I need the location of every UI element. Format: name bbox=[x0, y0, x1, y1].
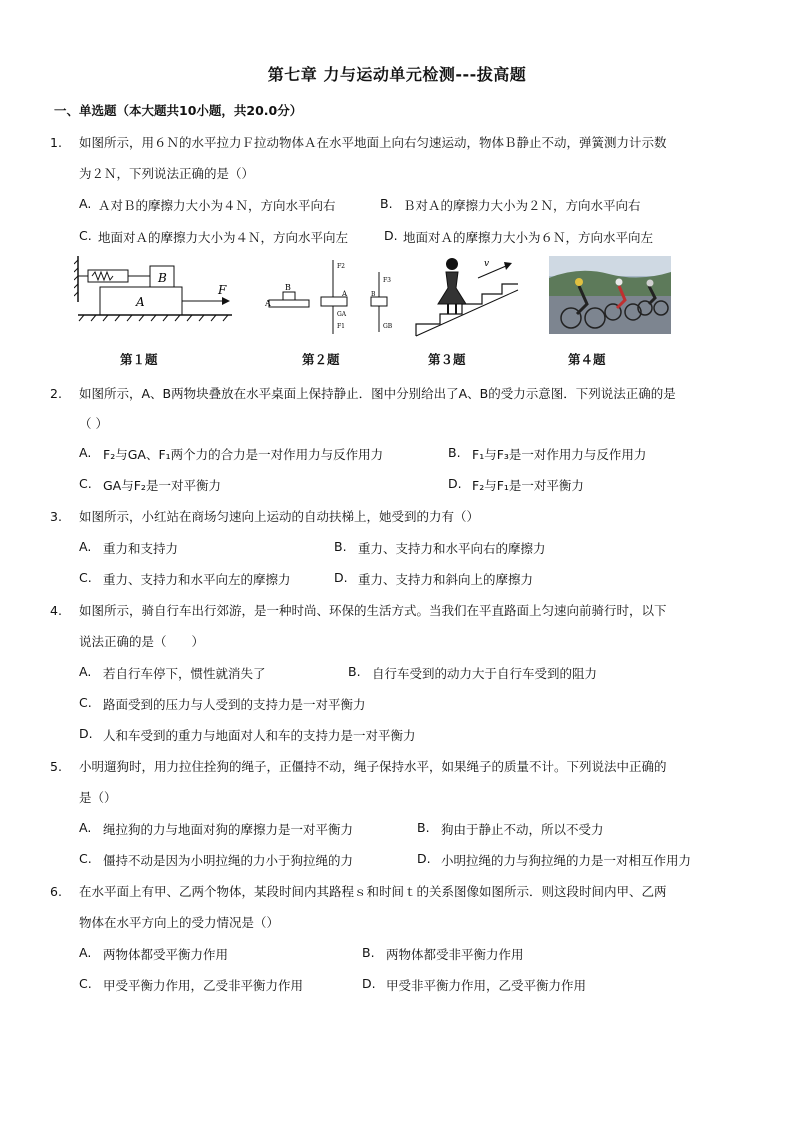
fig2-b-label: B bbox=[371, 291, 376, 298]
option-text: Ａ对Ｂ的摩擦力大小为４Ｎ，方向水平向右 bbox=[98, 198, 336, 213]
option-label: C. bbox=[79, 476, 92, 491]
option-label: A. bbox=[79, 664, 92, 679]
option-text: 狗由于静止不动，所以不受力 bbox=[441, 822, 604, 837]
option-label: B. bbox=[348, 664, 361, 679]
fig2-left-label: A bbox=[265, 299, 271, 308]
section-heading: 一、单选题（本大题共10小题，共20.0分） bbox=[54, 103, 303, 118]
question-stem: 如图所示，骑自行车出行郊游，是一种时尚、环保的生活方式。当我们在平直路面上匀速向前骑行时，以下 bbox=[79, 603, 667, 618]
question-stem: 是（） bbox=[79, 790, 117, 805]
option-label: A. bbox=[79, 196, 92, 211]
option-text: 重力和支持力 bbox=[103, 541, 179, 556]
option-label: D. bbox=[334, 570, 348, 585]
fig2-a-label: A bbox=[342, 290, 348, 298]
option-label: D. bbox=[362, 976, 376, 991]
option-text: 绳拉狗的力与地面对狗的摩擦力是一对平衡力 bbox=[103, 822, 354, 837]
fig2-f2-label: F2 bbox=[337, 263, 345, 270]
figure-3-escalator bbox=[410, 250, 522, 338]
option-text: 地面对Ａ的摩擦力大小为４Ｎ，方向水平向左 bbox=[98, 230, 349, 245]
option-label: C. bbox=[79, 851, 92, 866]
figure-caption: 第１题 bbox=[120, 352, 158, 367]
question-number: 6. bbox=[50, 884, 62, 899]
question-stem: 在水平面上有甲、乙两个物体，某段时间内其路程ｓ和时间ｔ的关系图像如图所示．则这段时间内甲、乙两 bbox=[79, 884, 667, 899]
question-stem: 如图所示，用６Ｎ的水平拉力Ｆ拉动物体Ａ在水平地面上向右匀速运动，物体Ｂ静止不动，弹簧测力计示数 bbox=[79, 135, 667, 150]
option-label: C. bbox=[79, 570, 92, 585]
question-number: 5. bbox=[50, 759, 62, 774]
option-label: C. bbox=[79, 976, 92, 991]
figure-caption: 第３题 bbox=[428, 352, 466, 367]
fig2-f1-label: F1 bbox=[337, 323, 345, 330]
option-label: B. bbox=[380, 196, 393, 211]
option-text: 甲受平衡力作用，乙受非平衡力作用 bbox=[103, 978, 304, 993]
question-number: 2. bbox=[50, 386, 62, 401]
question-number: 4. bbox=[50, 603, 62, 618]
option-label: A. bbox=[79, 945, 92, 960]
option-text: GA与F₂是一对平衡力 bbox=[103, 478, 221, 493]
figure-1-diagram bbox=[74, 254, 234, 326]
option-text: F₂与GA、F₁两个力的合力是一对作用力与反作用力 bbox=[103, 447, 384, 462]
option-text: 重力、支持力和水平向左的摩擦力 bbox=[103, 572, 291, 587]
option-label: B. bbox=[362, 945, 375, 960]
block-a-label: A bbox=[136, 295, 145, 309]
option-text: 重力、支持力和斜向上的摩擦力 bbox=[358, 572, 534, 587]
option-label: A. bbox=[79, 445, 92, 460]
question-stem: 物体在水平方向上的受力情况是（） bbox=[79, 915, 280, 930]
option-label: D. bbox=[448, 476, 462, 491]
option-label: A. bbox=[79, 539, 92, 554]
option-label: B. bbox=[417, 820, 430, 835]
option-label: B. bbox=[448, 445, 461, 460]
force-label: F bbox=[218, 283, 227, 297]
figure-caption: 第２题 bbox=[302, 352, 340, 367]
option-text: F₁与F₃是一对作用力与反作用力 bbox=[472, 447, 647, 462]
figure-2-diagram bbox=[263, 254, 403, 336]
figure-4-cyclists-photo bbox=[549, 256, 671, 334]
option-label: D. bbox=[417, 851, 431, 866]
question-stem: 说法正确的是（ ） bbox=[79, 634, 205, 649]
option-text: 若自行车停下，惯性就消失了 bbox=[103, 666, 266, 681]
question-number: 1. bbox=[50, 135, 62, 150]
question-stem: 如图所示，小红站在商场匀速向上运动的自动扶梯上，她受到的力有（） bbox=[79, 509, 480, 524]
question-stem: 为２Ｎ，下列说法正确的是（） bbox=[79, 166, 255, 181]
question-number: 3. bbox=[50, 509, 62, 524]
option-text: Ｂ对Ａ的摩擦力大小为２Ｎ，方向水平向右 bbox=[403, 198, 641, 213]
fig2-f3-label: F3 bbox=[383, 277, 391, 284]
fig2-top-label: B bbox=[285, 283, 291, 292]
question-stem: 如图所示，A、B两物块叠放在水平桌面上保持静止．图中分别给出了A、B的受力示意图．下列说法正确的是 bbox=[79, 386, 676, 401]
velocity-label: v bbox=[484, 259, 490, 269]
fig2-ga-label: GA bbox=[337, 311, 347, 318]
question-stem: 小明遛狗时，用力拉住拴狗的绳子，正僵持不动，绳子保持水平，如果绳子的质量不计。下列说法中正确的 bbox=[79, 759, 667, 774]
block-b-label: B bbox=[158, 271, 167, 285]
option-label: D. bbox=[384, 228, 398, 243]
fig2-gb-label: GB bbox=[383, 323, 393, 330]
option-label: D. bbox=[79, 726, 93, 741]
option-text: 小明拉绳的力与狗拉绳的力是一对相互作用力 bbox=[441, 853, 692, 868]
option-text: 两物体都受平衡力作用 bbox=[103, 947, 229, 962]
option-text: 路面受到的压力与人受到的支持力是一对平衡力 bbox=[103, 697, 366, 712]
option-text: 自行车受到的动力大于自行车受到的阻力 bbox=[372, 666, 598, 681]
option-text: F₂与F₁是一对平衡力 bbox=[472, 478, 584, 493]
figure-caption: 第４题 bbox=[568, 352, 606, 367]
option-label: A. bbox=[79, 820, 92, 835]
person-head bbox=[446, 258, 458, 270]
option-text: 甲受非平衡力作用，乙受平衡力作用 bbox=[386, 978, 587, 993]
option-text: 人和车受到的重力与地面对人和车的支持力是一对平衡力 bbox=[103, 728, 416, 743]
page-title: 第七章 力与运动单元检测---拔高题 bbox=[267, 65, 527, 84]
option-text: 重力、支持力和水平向右的摩擦力 bbox=[358, 541, 546, 556]
option-text: 僵持不动是因为小明拉绳的力小于狗拉绳的力 bbox=[103, 853, 354, 868]
option-label: C. bbox=[79, 695, 92, 710]
option-label: C. bbox=[79, 228, 92, 243]
option-text: 地面对Ａ的摩擦力大小为６Ｎ，方向水平向左 bbox=[403, 230, 654, 245]
option-text: 两物体都受非平衡力作用 bbox=[386, 947, 524, 962]
option-label: B. bbox=[334, 539, 347, 554]
question-stem: （ ） bbox=[79, 416, 108, 431]
